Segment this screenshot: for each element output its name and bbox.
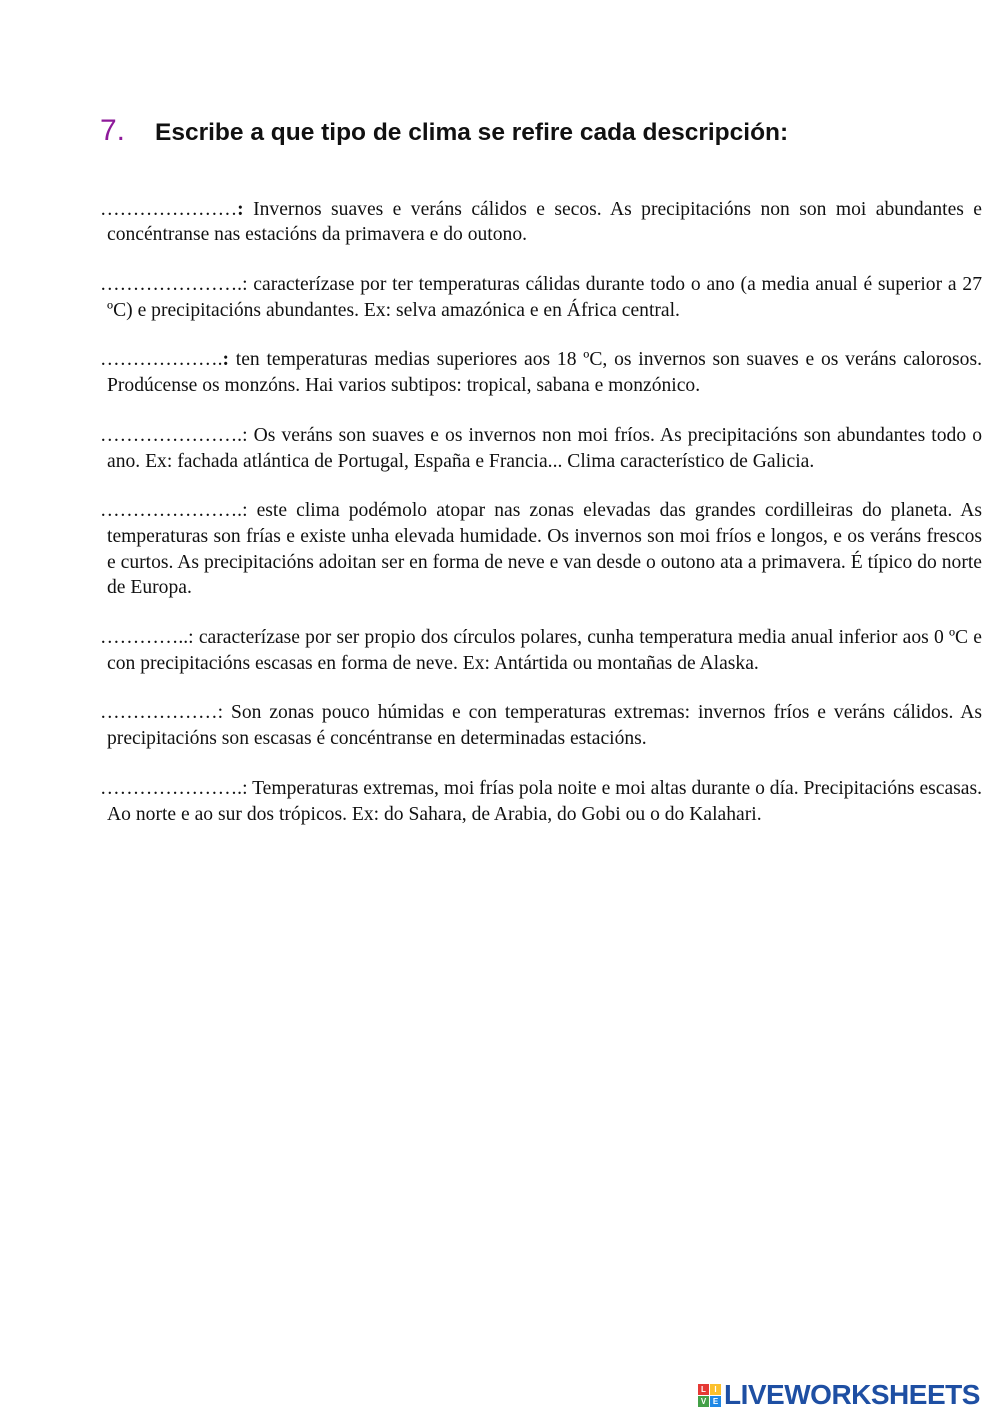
separator: : [222,349,229,371]
exercise-title: Escribe a que tipo de clima se refire cada descripción: [155,119,789,146]
answer-blank[interactable]: …………………. [100,777,243,799]
separator: : [237,198,244,220]
separator: : [242,500,248,522]
description-item-7 [100,700,982,751]
answer-blank[interactable]: ………….. [100,627,189,649]
description-item-3 [100,347,982,398]
exercise-heading [100,114,788,148]
description-item-6 [100,625,982,676]
description-text: caracterízase por ter temperaturas cálidas durante todo o ano (a media anual é superior a 27 ºC) e precipitacións abundantes. Ex: selva amazónica e en África central. [107,274,982,321]
logo-text: LIVEWORKSHEETS [724,1379,980,1410]
description-text: Os veráns son suaves e os invernos non moi fríos. As precipitacións son abundantes todo o ano. Ex: fachada atlántica de Portugal, España e Francia... Clima característico de Galicia. [107,424,982,472]
separator: : [242,274,248,295]
logo-mark-letter: I [710,1384,721,1395]
description-text: Temperaturas extremas, moi frías pola noite e moi altas durante o día. Precipitacións escasas. Ao norte e ao sur dos trópicos. Ex: do Sahara, de Arabia, do Gobi ou o do Kalahari. [107,777,982,825]
liveworksheets-logo [698,1379,980,1411]
answer-blank[interactable]: ………………… [100,198,238,220]
description-text: ten temperaturas medias superiores aos 18 ºC, os invernos son suaves e os veráns calorosos. Prodúcense os monzóns. Hai varios subtipos: tropical, sabana e monzónico. [107,349,982,397]
description-item-5 [100,498,982,601]
answer-blank[interactable]: ……………… [100,702,218,724]
climate-description-list [100,177,982,851]
separator: : [242,777,248,799]
description-text: Invernos suaves e veráns cálidos e secos. As precipitacións non son moi abundantes e concéntranse nas estacións da primavera e do outono. [107,198,982,246]
answer-blank[interactable]: …………………. [100,500,243,522]
description-item-2 [100,272,982,323]
answer-blank[interactable]: …………………. [100,274,243,295]
exercise-number: 7. [100,114,126,147]
logo-mark-icon [698,1384,721,1407]
description-item-4 [100,423,982,474]
description-item-8 [100,776,982,827]
separator: : [217,702,224,724]
logo-mark-letter: L [698,1384,709,1395]
answer-blank[interactable]: ………………. [100,349,223,371]
description-text: Son zonas pouco húmidas e con temperaturas extremas: invernos fríos e veráns cálidos. As precipitacións son escasas é concéntranse en determinadas estacións. [107,702,982,750]
logo-mark-letter: V [698,1396,709,1407]
separator: : [242,424,248,446]
answer-blank[interactable]: …………………. [100,424,243,446]
separator: : [188,627,194,649]
description-text: caracterízase por ser propio dos círculos polares, cunha temperatura media anual inferior aos 0 ºC e con precipitacións escasas en forma de neve. Ex: Antártida ou montañas de Alaska. [107,627,982,674]
logo-mark-letter: E [710,1396,721,1407]
description-text: este clima podémolo atopar nas zonas elevadas das grandes cordilleiras do planeta. As temperaturas son frías e existe unha elevada humidade. Os invernos son moi fríos e longos, e os veráns frescos e curtos. As precipitacións adoitan ser en forma de neve e van desde o outono ata a primavera. É típico do norte de Europa. [107,500,982,599]
description-item-1 [100,197,982,248]
